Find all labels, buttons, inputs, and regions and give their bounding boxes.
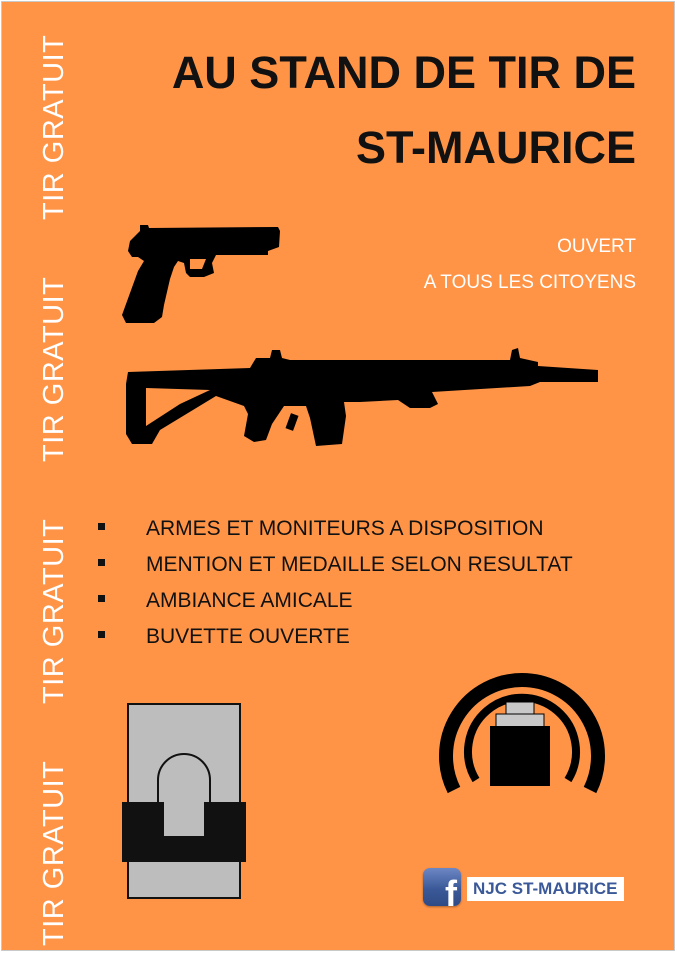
feature-label: MENTION ET MEDAILLE SELON RESULTAT <box>146 553 573 576</box>
bullet-icon <box>98 523 105 530</box>
shooting-target-icon <box>120 702 248 900</box>
pistol-silhouette <box>118 221 284 327</box>
side-banner-text: TIR GRATUIT <box>38 760 70 946</box>
assault-rifle-silhouette <box>120 344 602 450</box>
feature-label: AMBIANCE AMICALE <box>146 589 353 612</box>
facebook-page-name[interactable]: NJC ST-MAURICE <box>467 877 624 901</box>
page-title-line-2: ST-MAURICE <box>356 122 636 173</box>
facebook-page-link[interactable] <box>423 868 635 908</box>
side-banner <box>2 2 82 951</box>
side-banner-text: TIR GRATUIT <box>38 518 70 704</box>
shooting-range-logo <box>432 652 612 802</box>
feature-label: ARMES ET MONITEURS A DISPOSITION <box>146 517 544 540</box>
opening-line-2: A TOUS LES CITOYENS <box>423 272 636 293</box>
feature-label: BUVETTE OUVERTE <box>146 625 350 648</box>
bullet-icon <box>98 595 105 602</box>
poster <box>1 1 675 951</box>
side-banner-text: TIR GRATUIT <box>38 276 70 462</box>
opening-line-1: OUVERT <box>557 236 636 257</box>
side-banner-text: TIR GRATUIT <box>38 34 70 220</box>
page-title-line-1: AU STAND DE TIR DE <box>171 47 636 98</box>
bullet-icon <box>98 631 105 638</box>
bullet-icon <box>98 559 105 566</box>
facebook-icon-glyph: f <box>445 873 457 906</box>
facebook-icon[interactable] <box>423 868 461 906</box>
